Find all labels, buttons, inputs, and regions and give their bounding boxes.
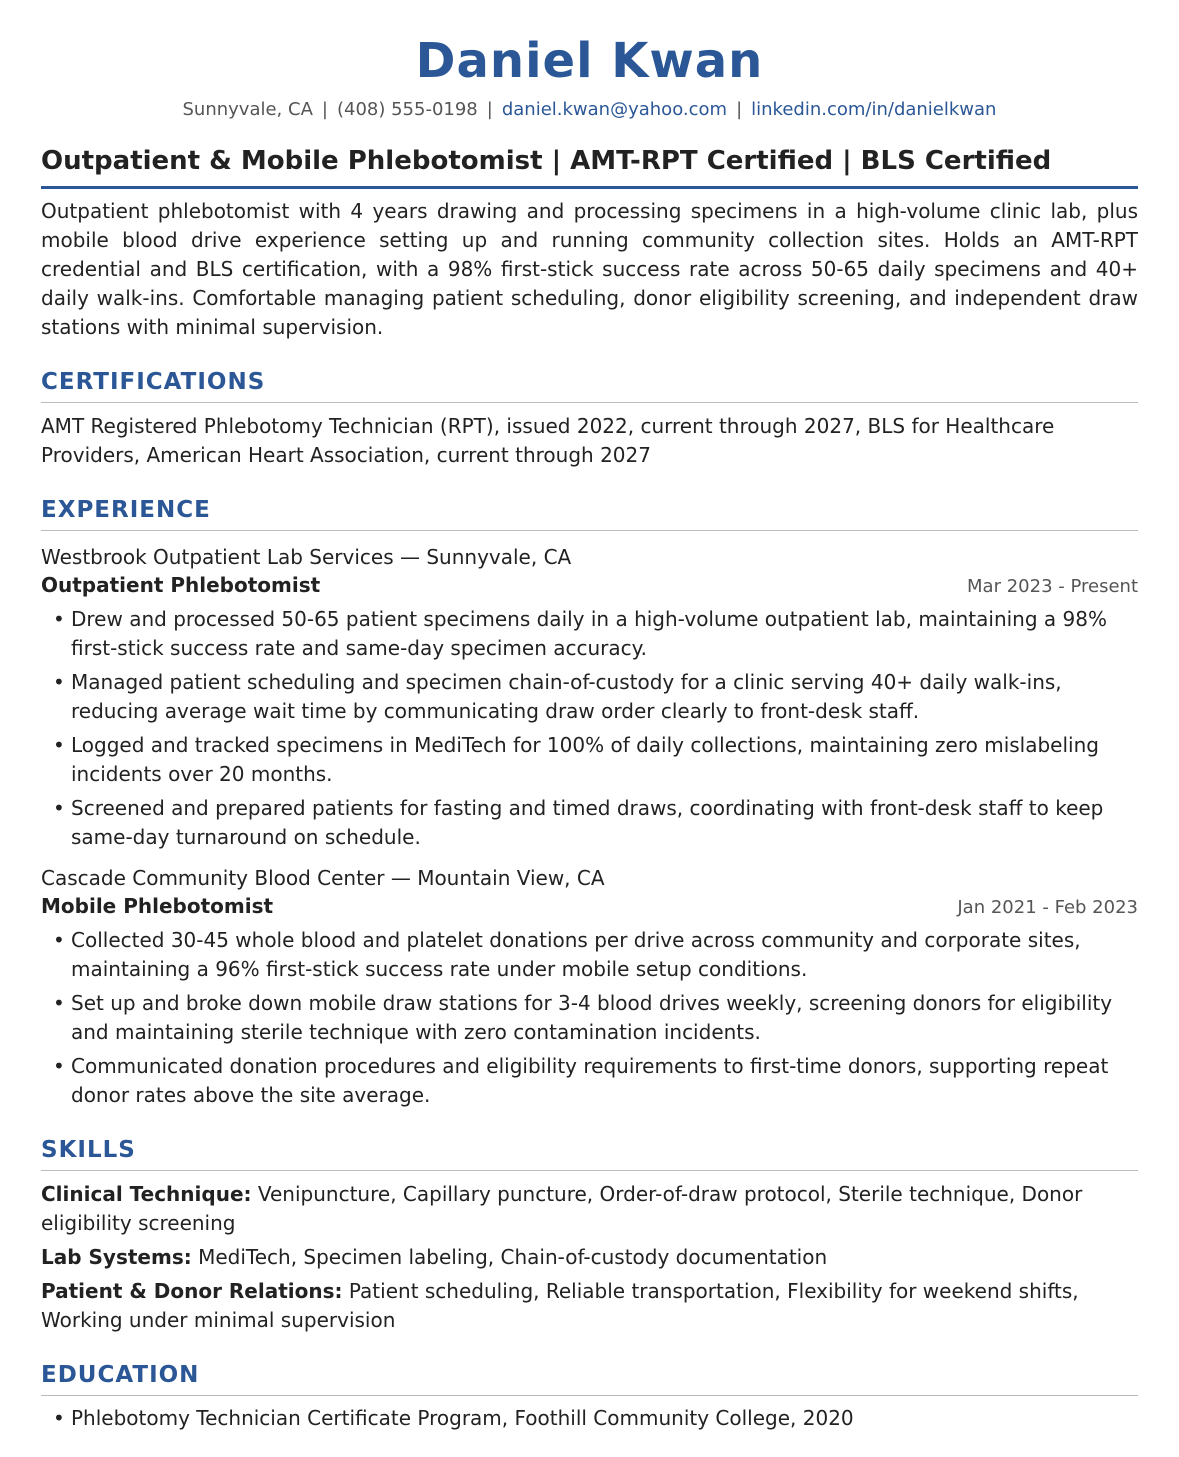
job-dates: Jan 2021 - Feb 2023 <box>957 897 1138 918</box>
job-role-line <box>41 892 1138 922</box>
education-item: • Phlebotomy Technician Certificate Program, Foothill Community College, 2020 <box>51 1404 1138 1433</box>
linkedin-link[interactable]: linkedin.com/in/danielkwan <box>751 99 997 120</box>
contact-line <box>41 98 1138 122</box>
education-list <box>41 1404 1138 1433</box>
location: Sunnyvale, CA <box>182 99 313 120</box>
bullet-item: • Collected 30-45 whole blood and platelet donations per drive across community and corporate sites, maintaining a 96% first-stick success rate under mobile setup conditions. <box>51 926 1138 984</box>
phone: (408) 555-0198 <box>336 99 478 120</box>
summary-paragraph: Outpatient phlebotomist with 4 years drawing and processing specimens in a high-volume clinic lab, plus mobile blood drive experience setting up and running community collection sites. Holds an AMT-RPT credential and BLS certification, with a 98% first-stick success rate across 50-65 daily specimens and 40+ daily walk-ins. Comfortable managing patient scheduling, donor eligibility screening, and independent draw stations with minimal supervision. <box>41 199 1138 339</box>
email-link[interactable]: daniel.kwan@yahoo.com <box>501 99 728 120</box>
bullet-item: • Logged and tracked specimens in MediTech for 100% of daily collections, maintaining zero mislabeling incidents over 20 months. <box>51 731 1138 789</box>
job-entry <box>41 864 1138 1110</box>
bullet-item: • Communicated donation procedures and eligibility requirements to first-time donors, supporting repeat donor rates above the site average. <box>51 1052 1138 1110</box>
professional-headline: Outpatient & Mobile Phlebotomist | AMT-RPT Certified | BLS Certified <box>41 144 1138 189</box>
section-title-experience: EXPERIENCE <box>41 496 1138 531</box>
contact-separator: | <box>321 99 328 120</box>
job-bullets <box>41 605 1138 852</box>
bullet-item: • Screened and prepared patients for fasting and timed draws, coordinating with front-desk staff to keep same-day turnaround on schedule. <box>51 794 1138 852</box>
bullet-item: • Managed patient scheduling and specimen chain-of-custody for a clinic serving 40+ daily walk-ins, reducing average wait time by communicating draw order clearly to front-desk staff. <box>51 668 1138 726</box>
bullet-item: • Set up and broke down mobile draw stations for 3-4 blood drives weekly, screening donors for eligibility and maintaining sterile technique with zero contamination incidents. <box>51 989 1138 1047</box>
skills-block <box>41 1180 1138 1335</box>
section-title-certifications: CERTIFICATIONS <box>41 368 1138 403</box>
job-company: Westbrook Outpatient Lab Services — Sunnyvale, CA <box>41 545 572 569</box>
skill-label: Lab Systems: <box>41 1245 192 1269</box>
job-bullets <box>41 926 1138 1110</box>
skill-group <box>41 1180 1138 1238</box>
contact-separator: | <box>736 99 743 120</box>
skill-value: Venipuncture, Capillary puncture, Order-of-draw protocol, Sterile technique, Donor eligibility screening <box>41 1182 1083 1235</box>
job-role: Outpatient Phlebotomist <box>41 573 321 597</box>
certifications-text: AMT Registered Phlebotomy Technician (RPT), issued 2022, current through 2027, BLS for Healthcare Providers, American Heart Association, current through 2027 <box>41 414 1055 467</box>
skill-value: MediTech, Specimen labeling, Chain-of-custody documentation <box>198 1245 828 1269</box>
bullet-item: • Drew and processed 50-65 patient specimens daily in a high-volume outpatient lab, maintaining a 98% first-stick success rate and same-day specimen accuracy. <box>51 605 1138 663</box>
skill-group <box>41 1243 1138 1272</box>
job-role-line <box>41 571 1138 601</box>
section-title-skills: SKILLS <box>41 1136 1138 1171</box>
skill-group <box>41 1277 1138 1335</box>
job-role: Mobile Phlebotomist <box>41 894 274 918</box>
contact-separator: | <box>486 99 493 120</box>
skill-value: Patient scheduling, Reliable transportation, Flexibility for weekend shifts, Working under minimal supervision <box>41 1279 1079 1332</box>
candidate-name: Daniel Kwan <box>415 33 764 89</box>
section-title-education: EDUCATION <box>41 1361 1138 1396</box>
job-dates: Mar 2023 - Present <box>967 576 1138 597</box>
job-entry <box>41 543 1138 852</box>
skill-label: Patient & Donor Relations: <box>41 1279 343 1303</box>
skill-label: Clinical Technique: <box>41 1182 252 1206</box>
job-company: Cascade Community Blood Center — Mountain View, CA <box>41 866 605 890</box>
